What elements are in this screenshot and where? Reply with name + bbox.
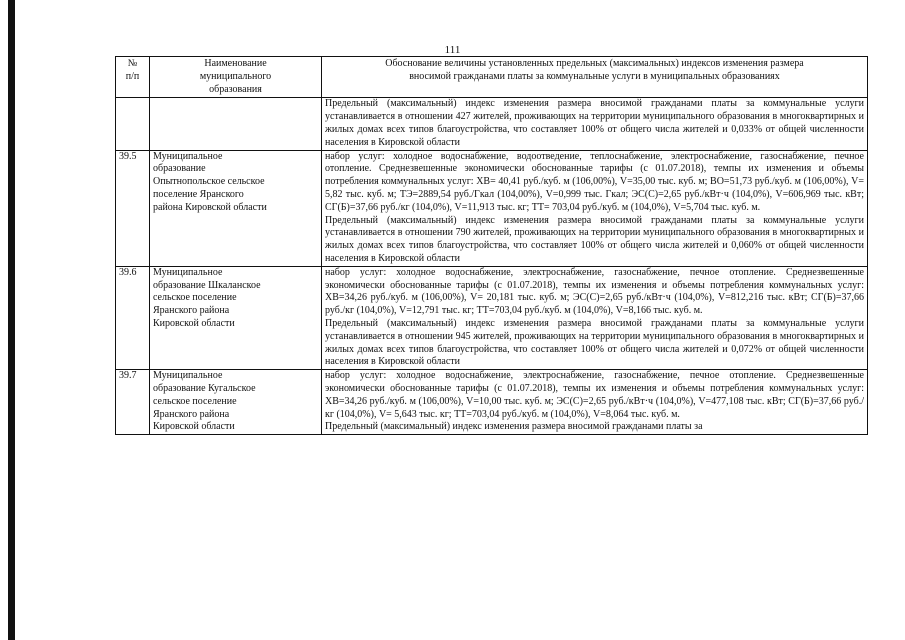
row-municipality	[150, 98, 322, 150]
table-row	[116, 266, 868, 369]
row-basis: набор услуг: холодное водоснабжение, электроснабжение, газоснабжение, печное отопление. Среднезвешенные экономически обоснованные тарифы (с 01.07.2018), темпы их изменения и объемы потребления коммунальных услуг: ХВ=34,26 руб./куб. м (106,00%), V=10,00 тыс. куб. м; ЭС(С)=2,65 руб./кВт·ч (104,0%), V=477,108 тыс. кВт; СГ(Б)=37,66 руб./кг (104,0%), V= 5,643 тыс. кг; ТТ=703,04 руб./куб. м (104,0%), V=8,064 тыс. куб. м. Предельный (максимальный) индекс изменения размера вносимой гражданами платы за	[322, 370, 868, 435]
row-municipality: Муниципальное образование Шкаланское сельское поселение Яранского района Кировской области	[150, 266, 322, 369]
row-number: 39.7	[116, 370, 150, 435]
page-number: 111	[444, 44, 461, 56]
row-basis: набор услуг: холодное водоснабжение, электроснабжение, газоснабжение, печное отопление. Среднезвешенные экономически обоснованные тарифы (с 01.07.2018), темпы их изменения и объемы потребления коммунальных услуг: ХВ=34,26 руб./куб. м (106,00%), V= 20,181 тыс. куб. м; ЭС(С)=2,65 руб./кВт·ч (104,0%), V=812,216 тыс. кВт; СГ(Б)=37,66 руб./кг (104,0%), V=12,791 тыс. кг; ТТ=703,04 руб./куб. м (104,0%), V=8,166 тыс. куб. м. Предельный (максимальный) индекс изменения размера вносимой гражданами платы за коммунальные услуги устанавливается в отношении 945 жителей, проживающих на территории муниципального образования в многоквартирных и жилых домах всех типов благоустройства, что составляет 100% от общего числа жителей и 0,072% от общей численности населения в Кировской области	[322, 266, 868, 369]
row-municipality: Муниципальное образование Опытнопольское сельское поселение Яранского района Кировской области	[150, 150, 322, 266]
table-header-row	[116, 57, 868, 98]
header-number: № п/п	[116, 57, 150, 98]
tariff-table	[115, 56, 868, 435]
header-municipality: Наименование муниципального образования	[150, 57, 322, 98]
table-row	[116, 370, 868, 435]
row-number: 39.6	[116, 266, 150, 369]
row-basis: Предельный (максимальный) индекс изменения размера вносимой гражданами платы за коммунальные услуги устанавливается в отношении 427 жителей, проживающих на территории муниципального образования в многоквартирных и жилых домах всех типов благоустройства, что составляет 100% от общего числа жителей и 0,033% от общей численности населения в Кировской области	[322, 98, 868, 150]
row-number: 39.5	[116, 150, 150, 266]
row-number	[116, 98, 150, 150]
row-basis: набор услуг: холодное водоснабжение, водоотведение, теплоснабжение, электроснабжение, газоснабжение, печное отопление. Среднезвешенные экономически обоснованные тарифы (с 01.07.2018), темпы их изменения и объемы потребления коммунальных услуг: ХВ= 40,41 руб./куб. м (106,00%), V=35,00 тыс. куб. м; ВО=51,73 руб./куб. м (106,00%), V= 5,82 тыс. куб. м; ТЭ=2889,54 руб./Гкал (104,00%), V=0,999 тыс. Гкал; ЭС(С)=2,65 руб./кВт·ч (104,0%), V=606,969 тыс. кВт; СГ(Б)=37,66 руб./кг (104,0%), V=11,913 тыс. кг; ТТ= 703,04 руб./куб. м (104,0%), V=5,704 тыс. куб. м. Предельный (максимальный) индекс изменения размера вносимой гражданами платы за коммунальные услуги устанавливается в отношении 790 жителей, проживающих на территории муниципального образования в многоквартирных и жилых домах всех типов благоустройства, что составляет 100% от общего числа жителей и 0,060% от общей численности населения в Кировской области	[322, 150, 868, 266]
scan-edge-bar	[8, 0, 15, 640]
table-row	[116, 150, 868, 266]
row-municipality: Муниципальное образование Кугальское сельское поселение Яранского района Кировской области	[150, 370, 322, 435]
table-row	[116, 98, 868, 150]
header-basis: Обоснование величины установленных предельных (максимальных) индексов изменения размера вносимой гражданами платы за коммунальные услуги в муниципальных образованиях	[322, 57, 868, 98]
